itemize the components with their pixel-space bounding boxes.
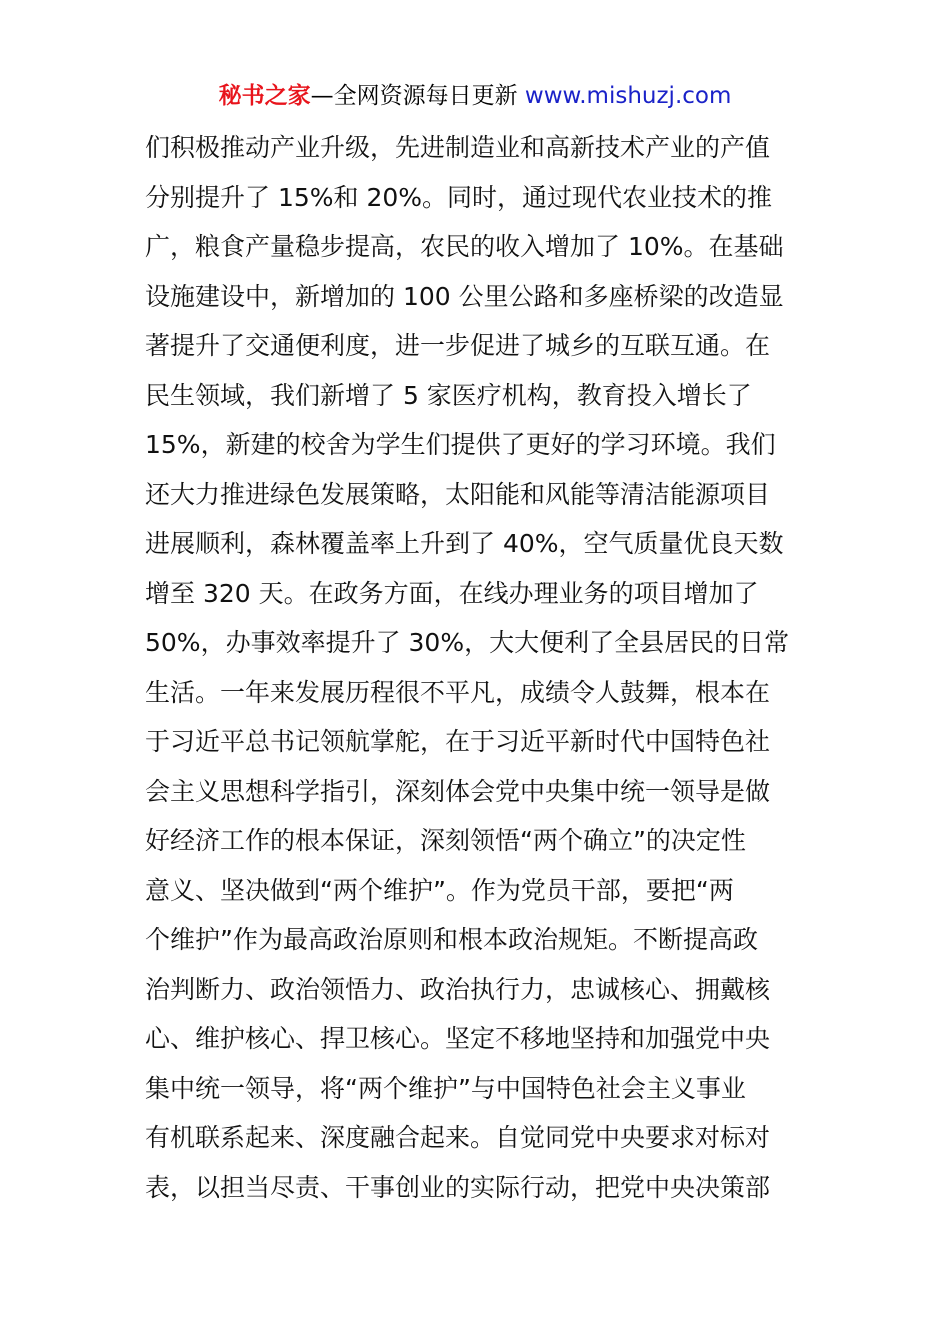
body-line: 著提升了交通便利度，进一步促进了城乡的互联互通。在	[145, 331, 771, 360]
body-line: 于习近平总书记领航掌舵，在于习近平新时代中国特色社	[145, 727, 771, 756]
body-line: 进展顺利，森林覆盖率上升到了 40%，空气质量优良天数	[145, 529, 784, 558]
body-line: 广，粮食产量稳步提高，农民的收入增加了 10%。在基础	[145, 232, 784, 261]
body-line: 设施建设中，新增加的 100 公里公路和多座桥梁的改造显	[145, 281, 784, 311]
body-line: 15%，新建的校舍为学生们提供了更好的学习环境。我们	[145, 430, 776, 459]
body-line: 有机联系起来、深度融合起来。自觉同党中央要求对标对	[145, 1123, 771, 1152]
body-line: 意义、坚决做到“两个维护”。作为党员干部，要把“两	[145, 875, 734, 905]
body-line: 们积极推动产业升级，先进制造业和高新技术产业的产值	[145, 133, 771, 162]
site-tagline: —全网资源每日更新	[310, 83, 518, 109]
body-line: 50%，办事效率提升了 30%，大大便利了全县居民的日常	[145, 628, 790, 657]
document-body	[145, 123, 810, 1212]
body-line: 心、维护核心、捍卫核心。坚定不移地坚持和加强党中央	[145, 1024, 771, 1053]
body-line: 增至 320 天。在政务方面，在线办理业务的项目增加了	[145, 578, 759, 608]
site-brand: 秘书之家	[218, 83, 311, 109]
body-line: 民生领域，我们新增了 5 家医疗机构，教育投入增长了	[145, 380, 752, 410]
body-line: 集中统一领导，将“两个维护”与中国特色社会主义事业	[145, 1073, 746, 1103]
body-line: 治判断力、政治领悟力、政治执行力，忠诚核心、拥戴核	[145, 974, 771, 1004]
body-line: 生活。一年来发展历程很不平凡，成绩令人鼓舞，根本在	[145, 677, 771, 707]
body-line: 表，以担当尽责、干事创业的实际行动，把党中央决策部	[145, 1172, 771, 1202]
body-line: 个维护”作为最高政治原则和根本政治规矩。不断提高政	[145, 925, 758, 954]
site-header	[0, 80, 950, 112]
body-line: 分别提升了 15%和 20%。同时，通过现代农业技术的推	[145, 182, 773, 212]
body-line: 会主义思想科学指引，深刻体会党中央集中统一领导是做	[145, 776, 771, 806]
body-line: 好经济工作的根本保证，深刻领悟“两个确立”的决定性	[145, 826, 746, 855]
body-line: 还大力推进绿色发展策略，太阳能和风能等清洁能源项目	[145, 479, 771, 509]
site-url-link[interactable]: www.mishuzj.com	[524, 83, 732, 109]
